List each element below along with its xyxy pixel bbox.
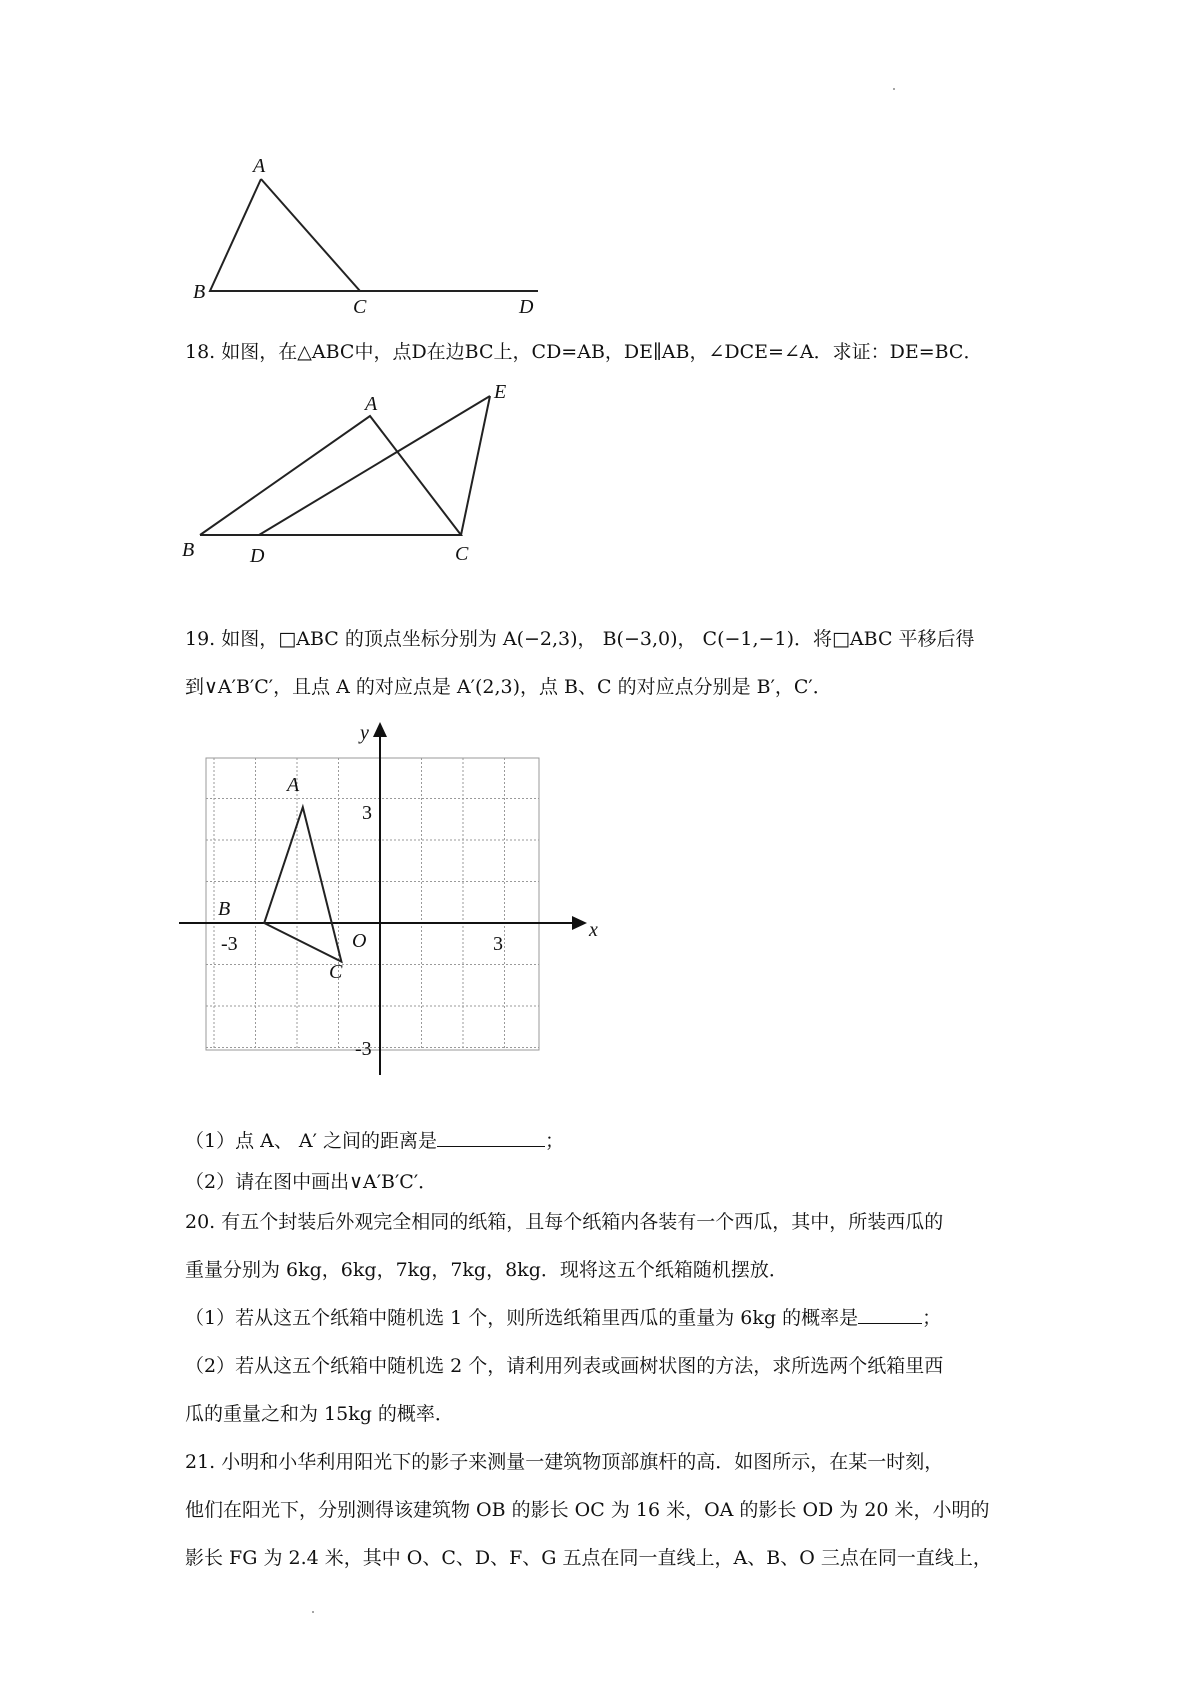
answer-blank[interactable] (858, 1305, 922, 1324)
scan-dot (893, 88, 895, 90)
label-b: B (182, 539, 195, 561)
question-number: 19. (185, 628, 216, 650)
label-e: E (494, 381, 507, 403)
x-axis-arrow (572, 916, 587, 930)
axis-x-label: x (589, 919, 598, 941)
label-b: B (193, 281, 206, 303)
answer-blank[interactable] (437, 1128, 545, 1147)
question-20-part-2: （2）若从这五个纸箱中随机选 2 个，请利用列表或画树状图的方法，求所选两个纸箱里西 (185, 1355, 944, 1377)
scan-dot (312, 1611, 314, 1613)
question-19-part-2: （2）请在图中画出∨A′B′C′． (185, 1171, 438, 1193)
figure-triangle-abcde (178, 378, 518, 578)
question-text: 有五个封装后外观完全相同的纸箱，且每个纸箱内各装有一个西瓜，其中，所装西瓜的 (221, 1211, 944, 1233)
triangle-abc (264, 807, 341, 961)
question-20 (185, 1198, 1035, 1438)
tick-y-neg3: -3 (355, 1038, 372, 1060)
label-d: D (250, 545, 265, 567)
question-19-part-1: （1）点 A、 A′ 之间的距离是 ； (185, 1130, 564, 1152)
grid-lines (206, 758, 539, 1050)
question-text: 如图，□ABC 的顶点坐标分别为 A(−2,3)， B(−3,0)， C(−1,−1)．将□ABC 平移后得 (221, 628, 975, 650)
question-21 (185, 1438, 1035, 1582)
tick-x-neg3: -3 (221, 933, 238, 955)
question-line: 到∨A′B′C′，且点 A 的对应点是 A′(2,3)，点 B、C 的对应点分别是 B′，C′． (185, 676, 832, 698)
question-line (185, 615, 1035, 663)
question-line (185, 1198, 1035, 1246)
question-line: 影长 FG 为 2.4 米，其中 O、C、D、F、G 五点在同一直线上，A、B、O 三点在同一直线上， (185, 1547, 992, 1569)
axis-y-label: y (360, 722, 369, 744)
label-c: C (455, 543, 469, 565)
label-b: B (218, 898, 231, 920)
tick-y-3: 3 (362, 802, 372, 824)
label-a: A (365, 393, 378, 415)
label-c: C (329, 961, 343, 983)
question-18 (185, 328, 1035, 376)
label-a: A (287, 774, 300, 796)
tick-x-3: 3 (493, 933, 503, 955)
label-c: C (353, 296, 367, 318)
label-d: D (519, 296, 534, 318)
question-20-part-2-cont: 瓜的重量之和为 15kg 的概率． (185, 1403, 454, 1425)
question-text: 如图，在△ABC中，点D在边BC上，CD=AB，DE∥AB，∠DCE=∠A．求证：DE=BC． (221, 341, 983, 363)
origin-label: O (352, 930, 367, 952)
question-number: 20. (185, 1211, 216, 1233)
question-line: 重量分别为 6kg，6kg，7kg，7kg，8kg．现将这五个纸箱随机摆放． (185, 1259, 788, 1281)
coordinate-grid-figure (175, 722, 598, 1125)
question-text: 小明和小华利用阳光下的影子来测量一建筑物顶部旗杆的高．如图所示，在某一时刻， (221, 1451, 944, 1473)
figure-triangle-abd (180, 145, 550, 320)
label-a: A (253, 155, 266, 177)
question-line (185, 1438, 1035, 1486)
question-19 (185, 615, 1035, 711)
question-20-part-1: （1）若从这五个纸箱中随机选 1 个，则所选纸箱里西瓜的重量为 6kg 的概率是 ； (185, 1307, 942, 1329)
question-line: 他们在阳光下，分别测得该建筑物 OB 的影长 OC 为 16 米，OA 的影长 OD 为 20 米，小明的 (185, 1499, 990, 1521)
question-number: 21. (185, 1451, 216, 1473)
y-axis-arrow (373, 722, 387, 737)
question-number: 18. (185, 341, 216, 363)
